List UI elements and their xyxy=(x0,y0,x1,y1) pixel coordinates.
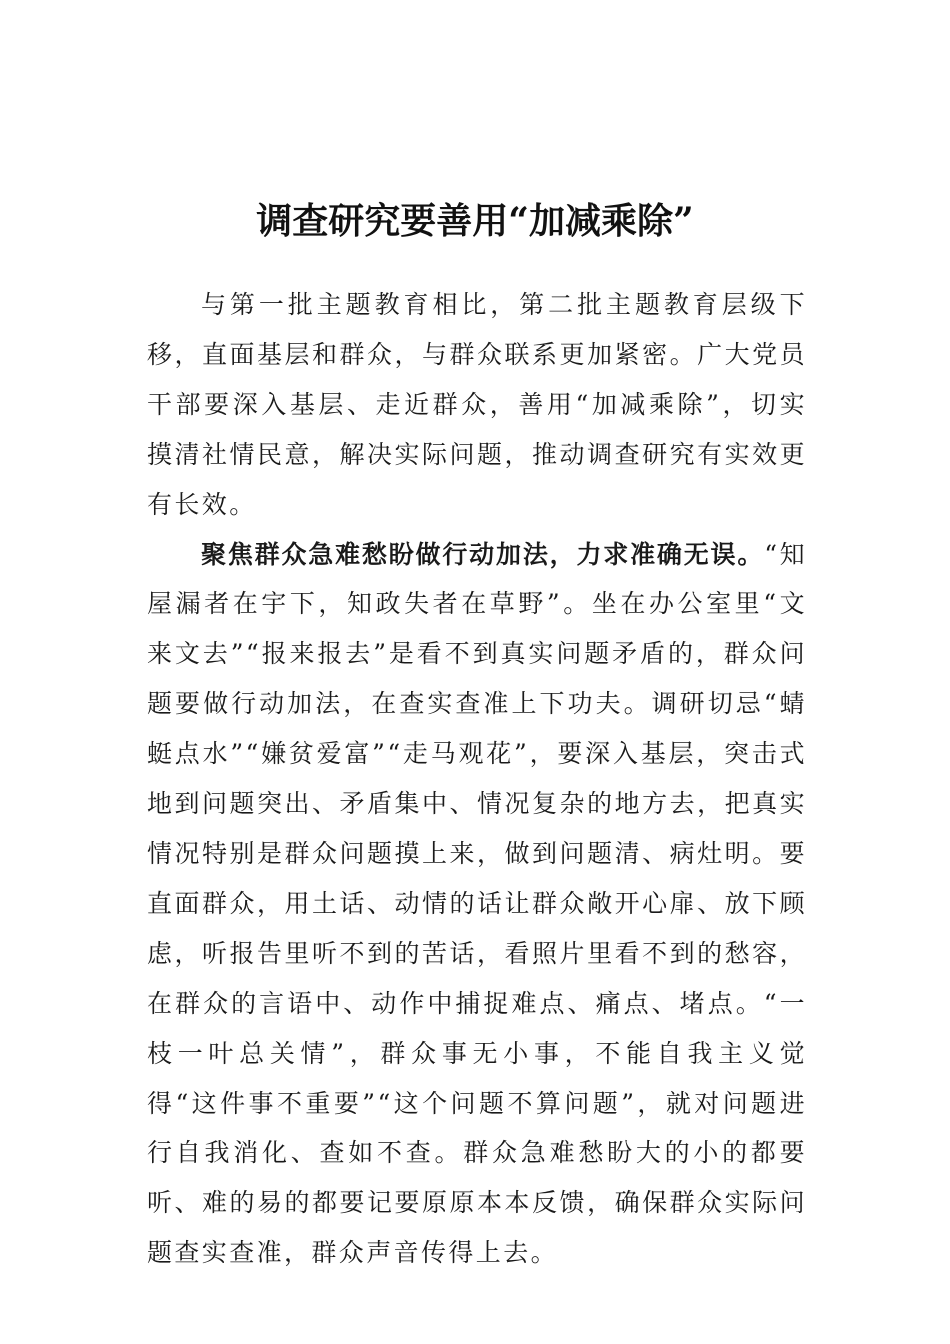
paragraph-text: “知屋漏者在宇下，知政失者在草野”。坐在办公室里“文来文去”“报来报去”是看不到真实问题矛盾的，群众问题要做行动加法，在查实查准上下功夫。调研切忌“蜻蜓点水”“嫌贫爱富”“走马观花”，要深入基层，突击式地到问题突出、矛盾集中、情况复杂的地方去，把真实情况特别是群众问题摸上来，做到问题清、病灶明。要直面群众，用土话、动情的话让群众敞开心扉、放下顾虑，听报告里听不到的苦话，看照片里看不到的愁容，在群众的言语中、动作中捕捉难点、痛点、堵点。“一枝一叶总关情”，群众事无小事，不能自我主义觉得“这件事不重要”“这个问题不算问题”，就对问题进行自我消化、查如不查。群众急难愁盼大的小的都要听、难的易的都要记要原原本本反馈，确保群众实际问题查实查准，群众声音传得上去。 xyxy=(147,539,807,1268)
document-title: 调查研究要善用“加减乘除” xyxy=(256,200,694,243)
paragraph-intro xyxy=(147,280,807,530)
paragraph-addition xyxy=(147,530,807,1279)
document-body xyxy=(147,280,807,1278)
paragraph-text: 与第一批主题教育相比，第二批主题教育层级下移，直面基层和群众，与群众联系更加紧密。广大党员干部要深入基层、走近群众，善用“加减乘除”，切实摸清社情民意，解决实际问题，推动调查研究有实效更有长效。 xyxy=(147,290,807,519)
paragraph-lead-heading: 聚焦群众急难愁盼做行动加法，力求准确无误。 xyxy=(201,539,765,569)
